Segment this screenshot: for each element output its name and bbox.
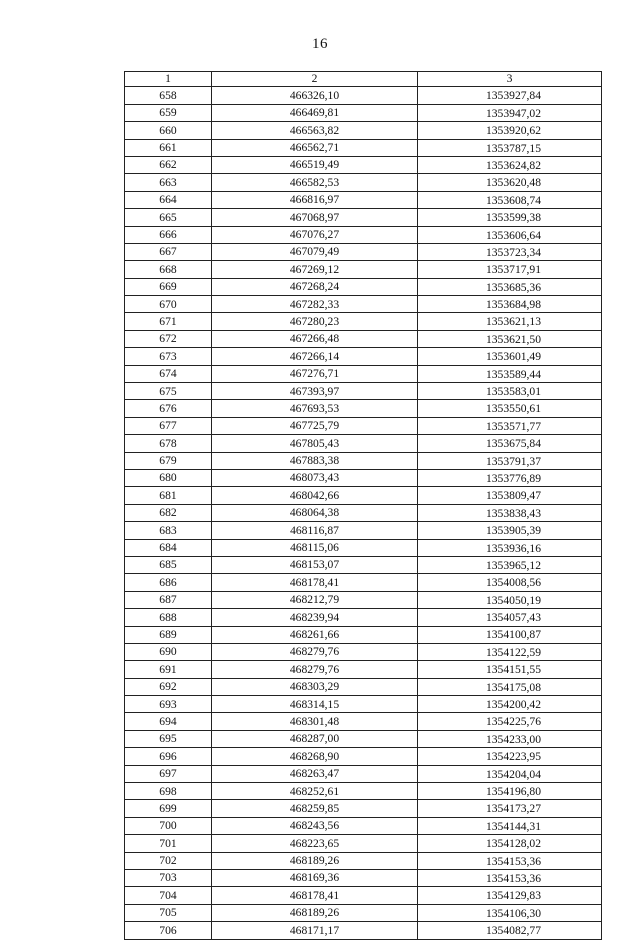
- point-number-cell: 704: [125, 887, 212, 904]
- x-coordinate-cell: 468116,87: [212, 522, 418, 539]
- table-row: [125, 156, 602, 173]
- table-row: [125, 800, 602, 817]
- point-number-cell: 686: [125, 574, 212, 591]
- y-coordinate-cell: 1354153,36: [418, 852, 602, 869]
- table-row: [125, 643, 602, 660]
- y-coordinate-cell: 1353723,34: [418, 243, 602, 260]
- table-row: [125, 191, 602, 208]
- point-number-cell: 688: [125, 609, 212, 626]
- point-number-cell: 703: [125, 869, 212, 886]
- point-number-cell: 681: [125, 487, 212, 504]
- y-coordinate-cell: 1354196,80: [418, 783, 602, 800]
- x-coordinate-cell: 467282,33: [212, 296, 418, 313]
- table-row: [125, 452, 602, 469]
- table-row: [125, 504, 602, 521]
- point-number-cell: 696: [125, 748, 212, 765]
- y-coordinate-cell: 1353927,84: [418, 87, 602, 104]
- point-number-cell: 687: [125, 591, 212, 608]
- table-row: [125, 852, 602, 869]
- table-row: [125, 261, 602, 278]
- x-coordinate-cell: 468189,26: [212, 852, 418, 869]
- table-row: [125, 487, 602, 504]
- x-coordinate-cell: 466582,53: [212, 174, 418, 191]
- point-number-cell: 674: [125, 365, 212, 382]
- x-coordinate-cell: 468064,38: [212, 504, 418, 521]
- point-number-cell: 684: [125, 539, 212, 556]
- x-coordinate-cell: 468259,85: [212, 800, 418, 817]
- table-row: [125, 435, 602, 452]
- point-number-cell: 683: [125, 522, 212, 539]
- table-row: [125, 87, 602, 104]
- y-coordinate-cell: 1353717,91: [418, 261, 602, 278]
- table-row: [125, 400, 602, 417]
- y-coordinate-cell: 1353685,36: [418, 278, 602, 295]
- point-number-cell: 659: [125, 104, 212, 121]
- y-coordinate-cell: 1353791,37: [418, 452, 602, 469]
- y-coordinate-cell: 1353608,74: [418, 191, 602, 208]
- y-coordinate-cell: 1353606,64: [418, 226, 602, 243]
- x-coordinate-cell: 468303,29: [212, 678, 418, 695]
- point-number-cell: 663: [125, 174, 212, 191]
- point-number-cell: 676: [125, 400, 212, 417]
- point-number-cell: 689: [125, 626, 212, 643]
- y-coordinate-cell: 1353601,49: [418, 348, 602, 365]
- point-number-cell: 662: [125, 156, 212, 173]
- table-row: [125, 104, 602, 121]
- x-coordinate-cell: 467805,43: [212, 435, 418, 452]
- y-coordinate-cell: 1354106,30: [418, 904, 602, 921]
- x-coordinate-cell: 468189,26: [212, 904, 418, 921]
- y-coordinate-cell: 1353624,82: [418, 156, 602, 173]
- x-coordinate-cell: 468073,43: [212, 469, 418, 486]
- page-number: 16: [312, 36, 328, 52]
- x-coordinate-cell: 468169,36: [212, 869, 418, 886]
- y-coordinate-cell: 1354151,55: [418, 661, 602, 678]
- y-coordinate-cell: 1353947,02: [418, 104, 602, 121]
- point-number-cell: 666: [125, 226, 212, 243]
- table-row: [125, 765, 602, 782]
- y-coordinate-cell: 1353675,84: [418, 435, 602, 452]
- x-coordinate-cell: 467079,49: [212, 243, 418, 260]
- x-coordinate-cell: 468279,76: [212, 643, 418, 660]
- y-coordinate-cell: 1353936,16: [418, 539, 602, 556]
- table-row: [125, 713, 602, 730]
- x-coordinate-cell: 466563,82: [212, 122, 418, 139]
- y-coordinate-cell: 1353776,89: [418, 469, 602, 486]
- point-number-cell: 700: [125, 817, 212, 834]
- table-row: [125, 278, 602, 295]
- x-coordinate-cell: 468115,06: [212, 539, 418, 556]
- header-row: [125, 72, 602, 87]
- y-coordinate-cell: 1354200,42: [418, 696, 602, 713]
- table-row: [125, 783, 602, 800]
- y-coordinate-cell: 1353684,98: [418, 296, 602, 313]
- point-number-cell: 699: [125, 800, 212, 817]
- table-row: [125, 661, 602, 678]
- x-coordinate-cell: 468252,61: [212, 783, 418, 800]
- y-coordinate-cell: 1353809,47: [418, 487, 602, 504]
- point-number-cell: 660: [125, 122, 212, 139]
- y-coordinate-cell: 1354144,31: [418, 817, 602, 834]
- table-row: [125, 539, 602, 556]
- y-coordinate-cell: 1353787,15: [418, 139, 602, 156]
- y-coordinate-cell: 1354173,27: [418, 800, 602, 817]
- point-number-cell: 667: [125, 243, 212, 260]
- table-row: [125, 609, 602, 626]
- y-coordinate-cell: 1354122,59: [418, 643, 602, 660]
- y-coordinate-cell: 1353583,01: [418, 383, 602, 400]
- x-coordinate-cell: 468301,48: [212, 713, 418, 730]
- x-coordinate-cell: 467393,97: [212, 383, 418, 400]
- x-coordinate-cell: 467276,71: [212, 365, 418, 382]
- table-row: [125, 226, 602, 243]
- point-number-cell: 672: [125, 330, 212, 347]
- point-number-cell: 664: [125, 191, 212, 208]
- table-row: [125, 417, 602, 434]
- y-coordinate-cell: 1353621,50: [418, 330, 602, 347]
- x-coordinate-cell: 468279,76: [212, 661, 418, 678]
- coordinates-table: [124, 71, 602, 940]
- y-coordinate-cell: 1353620,48: [418, 174, 602, 191]
- y-coordinate-cell: 1354100,87: [418, 626, 602, 643]
- x-coordinate-cell: 468243,56: [212, 817, 418, 834]
- point-number-cell: 698: [125, 783, 212, 800]
- x-coordinate-cell: 467280,23: [212, 313, 418, 330]
- x-coordinate-cell: 467693,53: [212, 400, 418, 417]
- y-coordinate-cell: 1354128,02: [418, 835, 602, 852]
- column-header-3: 3: [418, 72, 602, 87]
- point-number-cell: 705: [125, 904, 212, 921]
- x-coordinate-cell: 466326,10: [212, 87, 418, 104]
- table-row: [125, 556, 602, 573]
- point-number-cell: 675: [125, 383, 212, 400]
- x-coordinate-cell: 466562,71: [212, 139, 418, 156]
- y-coordinate-cell: 1353599,38: [418, 209, 602, 226]
- x-coordinate-cell: 467266,14: [212, 348, 418, 365]
- y-coordinate-cell: 1353571,77: [418, 417, 602, 434]
- x-coordinate-cell: 466816,97: [212, 191, 418, 208]
- point-number-cell: 665: [125, 209, 212, 226]
- x-coordinate-cell: 467269,12: [212, 261, 418, 278]
- point-number-cell: 661: [125, 139, 212, 156]
- y-coordinate-cell: 1353838,43: [418, 504, 602, 521]
- table-row: [125, 296, 602, 313]
- table-row: [125, 243, 602, 260]
- y-coordinate-cell: 1354153,36: [418, 869, 602, 886]
- table-header: [125, 72, 602, 87]
- point-number-cell: 702: [125, 852, 212, 869]
- x-coordinate-cell: 468042,66: [212, 487, 418, 504]
- table-row: [125, 817, 602, 834]
- x-coordinate-cell: 466519,49: [212, 156, 418, 173]
- y-coordinate-cell: 1354233,00: [418, 730, 602, 747]
- column-header-1: 1: [125, 72, 212, 87]
- table-row: [125, 922, 602, 939]
- table-row: [125, 626, 602, 643]
- table-row: [125, 365, 602, 382]
- table-row: [125, 122, 602, 139]
- x-coordinate-cell: 468178,41: [212, 574, 418, 591]
- table-row: [125, 330, 602, 347]
- point-number-cell: 658: [125, 87, 212, 104]
- table-row: [125, 678, 602, 695]
- point-number-cell: 692: [125, 678, 212, 695]
- y-coordinate-cell: 1354175,08: [418, 678, 602, 695]
- table-row: [125, 696, 602, 713]
- y-coordinate-cell: 1354050,19: [418, 591, 602, 608]
- y-coordinate-cell: 1353965,12: [418, 556, 602, 573]
- x-coordinate-cell: 467068,97: [212, 209, 418, 226]
- point-number-cell: 693: [125, 696, 212, 713]
- point-number-cell: 682: [125, 504, 212, 521]
- table-row: [125, 887, 602, 904]
- x-coordinate-cell: 466469,81: [212, 104, 418, 121]
- y-coordinate-cell: 1353920,62: [418, 122, 602, 139]
- point-number-cell: 685: [125, 556, 212, 573]
- point-number-cell: 680: [125, 469, 212, 486]
- y-coordinate-cell: 1353589,44: [418, 365, 602, 382]
- point-number-cell: 679: [125, 452, 212, 469]
- x-coordinate-cell: 468171,17: [212, 922, 418, 939]
- table-row: [125, 139, 602, 156]
- table-row: [125, 348, 602, 365]
- point-number-cell: 673: [125, 348, 212, 365]
- x-coordinate-cell: 468223,65: [212, 835, 418, 852]
- x-coordinate-cell: 468212,79: [212, 591, 418, 608]
- x-coordinate-cell: 467266,48: [212, 330, 418, 347]
- y-coordinate-cell: 1354057,43: [418, 609, 602, 626]
- point-number-cell: 678: [125, 435, 212, 452]
- x-coordinate-cell: 468268,90: [212, 748, 418, 765]
- point-number-cell: 668: [125, 261, 212, 278]
- y-coordinate-cell: 1354082,77: [418, 922, 602, 939]
- point-number-cell: 670: [125, 296, 212, 313]
- table-body: [125, 87, 602, 939]
- table-row: [125, 522, 602, 539]
- y-coordinate-cell: 1354223,95: [418, 748, 602, 765]
- table-row: [125, 574, 602, 591]
- y-coordinate-cell: 1354008,56: [418, 574, 602, 591]
- table-row: [125, 591, 602, 608]
- x-coordinate-cell: 468239,94: [212, 609, 418, 626]
- point-number-cell: 701: [125, 835, 212, 852]
- x-coordinate-cell: 468178,41: [212, 887, 418, 904]
- y-coordinate-cell: 1353621,13: [418, 313, 602, 330]
- table-row: [125, 313, 602, 330]
- point-number-cell: 690: [125, 643, 212, 660]
- x-coordinate-cell: 467883,38: [212, 452, 418, 469]
- x-coordinate-cell: 468314,15: [212, 696, 418, 713]
- table-row: [125, 209, 602, 226]
- table-row: [125, 383, 602, 400]
- point-number-cell: 694: [125, 713, 212, 730]
- x-coordinate-cell: 467268,24: [212, 278, 418, 295]
- x-coordinate-cell: 467076,27: [212, 226, 418, 243]
- table-row: [125, 748, 602, 765]
- x-coordinate-cell: 468153,07: [212, 556, 418, 573]
- point-number-cell: 691: [125, 661, 212, 678]
- y-coordinate-cell: 1354225,76: [418, 713, 602, 730]
- table-row: [125, 174, 602, 191]
- y-coordinate-cell: 1353905,39: [418, 522, 602, 539]
- point-number-cell: 669: [125, 278, 212, 295]
- table-row: [125, 835, 602, 852]
- x-coordinate-cell: 468263,47: [212, 765, 418, 782]
- column-header-2: 2: [212, 72, 418, 87]
- point-number-cell: 677: [125, 417, 212, 434]
- x-coordinate-cell: 468261,66: [212, 626, 418, 643]
- y-coordinate-cell: 1354204,04: [418, 765, 602, 782]
- y-coordinate-cell: 1353550,61: [418, 400, 602, 417]
- table-row: [125, 904, 602, 921]
- point-number-cell: 671: [125, 313, 212, 330]
- x-coordinate-cell: 468287,00: [212, 730, 418, 747]
- table-row: [125, 469, 602, 486]
- table-row: [125, 869, 602, 886]
- y-coordinate-cell: 1354129,83: [418, 887, 602, 904]
- x-coordinate-cell: 467725,79: [212, 417, 418, 434]
- point-number-cell: 695: [125, 730, 212, 747]
- point-number-cell: 697: [125, 765, 212, 782]
- point-number-cell: 706: [125, 922, 212, 939]
- table-row: [125, 730, 602, 747]
